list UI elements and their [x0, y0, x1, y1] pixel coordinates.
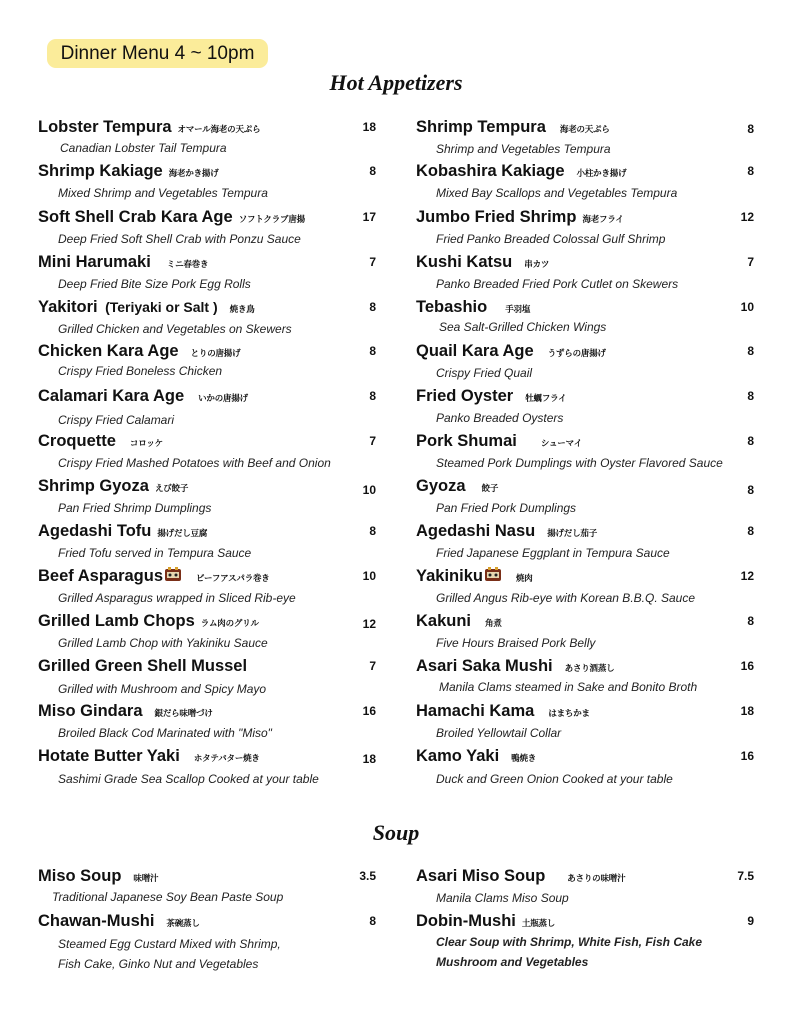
item-name: Calamari Kara Age	[38, 387, 185, 405]
menu-item-dobin-mushi	[416, 910, 766, 974]
item-name: Beef Asparagus	[38, 567, 164, 585]
menu-item-yakiniku	[416, 565, 766, 611]
item-price: 16	[740, 659, 754, 673]
item-description: Deep Fried Soft Shell Crab with Ponzu Sauce	[58, 232, 301, 246]
item-price: 17	[362, 210, 376, 224]
item-name: Hamachi Kama	[416, 702, 535, 720]
item-price: 8	[747, 524, 754, 538]
item-price: 8	[747, 434, 754, 448]
item-name: Yakiniku	[416, 567, 483, 585]
menu-item-soft-shell-crab	[38, 206, 388, 252]
item-price: 18	[740, 704, 754, 718]
item-japanese-name: 牡蠣フライ	[525, 394, 567, 404]
menu-item-miso-gindara	[38, 700, 388, 746]
item-japanese-name: 焼き鳥	[229, 305, 255, 315]
menu-item-agedashi-nasu	[416, 520, 766, 566]
item-name: Hotate Butter Yaki	[38, 747, 180, 765]
item-price: 18	[362, 752, 376, 766]
item-description: Crispy Fried Mashed Potatoes with Beef and Onion	[58, 456, 331, 470]
item-price: 7	[369, 659, 376, 673]
item-japanese-name: 味噌汁	[133, 874, 159, 884]
item-name: Gyoza	[416, 477, 466, 495]
item-name-note: (Teriyaki or Salt )	[105, 299, 218, 315]
item-name: Croquette	[38, 432, 116, 450]
menu-item-kakuni	[416, 610, 766, 656]
item-price: 8	[369, 389, 376, 403]
item-price: 7	[369, 255, 376, 269]
item-description: Fried Panko Breaded Colossal Gulf Shrimp	[436, 232, 666, 246]
menu-item-grilled-lamb-chops	[38, 610, 388, 656]
item-description: Sea Salt-Grilled Chicken Wings	[439, 320, 607, 334]
item-name: Yakitori	[38, 298, 98, 316]
item-description: Pan Fried Shrimp Dumplings	[58, 501, 212, 515]
item-japanese-name: ビーフアスパラ巻き	[196, 574, 270, 584]
item-description: Broiled Black Cod Marinated with "Miso"	[58, 726, 272, 740]
item-description: Panko Breaded Fried Pork Cutlet on Skewers	[436, 277, 679, 291]
beef-cow-icon	[484, 567, 502, 583]
item-name: Asari Saka Mushi	[416, 657, 553, 675]
item-japanese-name: 焼肉	[515, 574, 533, 584]
item-price: 8	[369, 344, 376, 358]
item-name: Fried Oyster	[416, 387, 514, 405]
item-japanese-name: 土瓶蒸し	[521, 919, 556, 929]
menu-item-asari-saka-mushi	[416, 655, 766, 701]
item-price: 8	[747, 344, 754, 358]
item-description: Grilled Angus Rib-eye with Korean B.B.Q. Sauce	[436, 591, 696, 605]
item-name: Quail Kara Age	[416, 342, 534, 360]
item-japanese-name: 海老フライ	[582, 215, 624, 225]
item-price: 8	[747, 614, 754, 628]
menu-item-tebashio	[416, 296, 766, 342]
item-description: Five Hours Braised Pork Belly	[436, 636, 596, 650]
item-name: Jumbo Fried Shrimp	[416, 208, 577, 226]
soup-title: Soup	[372, 820, 420, 845]
item-price: 10	[362, 483, 376, 497]
menu-item-agedashi-tofu	[38, 520, 388, 566]
item-description: Panko Breaded Oysters	[436, 411, 564, 425]
item-japanese-name: ソフトクラブ唐揚	[238, 215, 305, 225]
item-japanese-name: 鴨焼き	[511, 754, 537, 764]
menu-item-shrimp-gyoza	[38, 475, 388, 521]
item-description-line1: Clear Soup with Shrimp, White Fish, Fish Cake	[436, 935, 703, 949]
item-name: Pork Shumai	[416, 432, 517, 450]
item-name: Miso Soup	[38, 867, 122, 885]
beef-cow-icon	[164, 567, 182, 583]
item-name: Agedashi Nasu	[416, 522, 536, 540]
item-description: Fried Japanese Eggplant in Tempura Sauce	[436, 546, 670, 560]
item-name: Kakuni	[416, 612, 472, 630]
item-name: Grilled Green Shell Mussel	[38, 657, 248, 675]
item-description: Grilled with Mushroom and Spicy Mayo	[58, 682, 267, 696]
item-price: 8	[369, 300, 376, 314]
item-description: Crispy Fried Quail	[436, 366, 533, 380]
item-description: Sashimi Grade Sea Scallop Cooked at your table	[58, 772, 319, 786]
item-japanese-name: あさりの味噌汁	[567, 874, 626, 884]
item-description: Manila Clams steamed in Sake and Bonito Broth	[439, 680, 698, 694]
item-description: Crispy Fried Boneless Chicken	[58, 364, 223, 378]
menu-item-yakitori	[38, 296, 388, 342]
item-name: Lobster Tempura	[38, 118, 172, 136]
item-name: Asari Miso Soup	[416, 867, 546, 885]
item-price: 7.5	[737, 869, 754, 883]
item-description: Manila Clams Miso Soup	[436, 891, 569, 905]
item-price: 3.5	[359, 869, 376, 883]
item-price: 12	[740, 210, 754, 224]
menu-item-pork-shumai	[416, 430, 766, 476]
item-price: 9	[747, 914, 754, 928]
item-price: 8	[747, 164, 754, 178]
item-japanese-name: 銀だら味噌づけ	[154, 709, 213, 719]
item-japanese-name: 餃子	[481, 484, 499, 494]
item-japanese-name: オマール海老の天ぷら	[177, 125, 261, 135]
menu-item-quail-kara-age	[416, 340, 766, 386]
item-price: 10	[362, 569, 376, 583]
dinner-hours-badge: Dinner Menu 4 ~ 10pm	[47, 39, 268, 68]
item-name: Dobin-Mushi	[416, 912, 516, 930]
menu-item-asari-miso-soup	[416, 865, 766, 911]
item-description: Traditional Japanese Soy Bean Paste Soup	[52, 890, 284, 904]
menu-item-calamari-kara-age	[38, 385, 388, 431]
menu-item-gyoza	[416, 475, 766, 521]
item-japanese-name: 海老の天ぷら	[559, 125, 610, 135]
menu-item-shrimp-tempura	[416, 116, 766, 162]
menu-item-kamo-yaki	[416, 745, 766, 791]
item-price: 7	[747, 255, 754, 269]
item-price: 12	[362, 617, 376, 631]
menu-item-mini-harumaki	[38, 251, 388, 297]
item-japanese-name: 海老かき揚げ	[168, 169, 219, 179]
item-name: Chawan-Mushi	[38, 912, 155, 930]
item-name: Shrimp Tempura	[416, 118, 546, 136]
item-description: Grilled Asparagus wrapped in Sliced Rib-eye	[58, 591, 296, 605]
menu-item-hotate-butter-yaki	[38, 745, 388, 791]
item-description-line1: Steamed Egg Custard Mixed with Shrimp,	[58, 937, 281, 951]
item-description: Deep Fried Bite Size Pork Egg Rolls	[58, 277, 251, 291]
item-name: Kobashira Kakiage	[416, 162, 565, 180]
item-japanese-name: シューマイ	[540, 439, 583, 449]
item-description: Broiled Yellowtail Collar	[436, 726, 562, 740]
item-price: 7	[369, 434, 376, 448]
item-name: Kamo Yaki	[416, 747, 500, 765]
item-description: Mixed Bay Scallops and Vegetables Tempura	[436, 186, 678, 200]
hot-appetizers-title: Hot Appetizers	[329, 70, 463, 95]
item-japanese-name: 手羽塩	[505, 305, 531, 315]
item-description: Mixed Shrimp and Vegetables Tempura	[58, 186, 268, 200]
item-japanese-name: ホタテバター焼き	[193, 754, 260, 764]
item-name: Shrimp Kakiage	[38, 162, 163, 180]
menu-item-kobashira-kakiage	[416, 160, 766, 206]
item-name: Miso Gindara	[38, 702, 143, 720]
item-japanese-name: コロッケ	[129, 439, 163, 449]
item-japanese-name: 茶碗蒸し	[166, 919, 200, 929]
item-name: Kushi Katsu	[416, 253, 513, 271]
item-japanese-name: ラム肉のグリル	[200, 619, 259, 629]
item-price: 16	[740, 749, 754, 763]
item-japanese-name: 角煮	[485, 619, 502, 629]
item-price: 12	[740, 569, 754, 583]
item-description: Grilled Chicken and Vegetables on Skewers	[58, 322, 292, 336]
menu-item-fried-oyster	[416, 385, 766, 431]
item-japanese-name: うずらの唐揚げ	[547, 349, 606, 359]
item-name: Grilled Lamb Chops	[38, 612, 195, 630]
item-description-line2: Mushroom and Vegetables	[436, 955, 589, 969]
item-name: Shrimp Gyoza	[38, 477, 149, 495]
item-description: Crispy Fried Calamari	[58, 413, 175, 427]
item-japanese-name: とりの唐揚げ	[190, 349, 241, 359]
item-price: 8	[369, 164, 376, 178]
item-description: Shrimp and Vegetables Tempura	[436, 142, 611, 156]
item-description: Fried Tofu served in Tempura Sauce	[58, 546, 252, 560]
item-description-line2: Fish Cake, Ginko Nut and Vegetables	[58, 957, 259, 971]
menu-item-miso-soup	[38, 865, 388, 911]
item-description: Duck and Green Onion Cooked at your table	[436, 772, 673, 786]
item-description: Pan Fried Pork Dumplings	[436, 501, 577, 515]
item-price: 18	[362, 120, 376, 134]
item-price: 8	[747, 389, 754, 403]
item-price: 8	[369, 524, 376, 538]
item-price: 8	[369, 914, 376, 928]
menu-item-kushi-katsu	[416, 251, 766, 297]
item-name: Agedashi Tofu	[38, 522, 152, 540]
item-japanese-name: いかの唐揚げ	[198, 394, 248, 404]
item-japanese-name: えび餃子	[154, 484, 189, 494]
item-description: Steamed Pork Dumplings with Oyster Flavored Sauce	[436, 456, 723, 470]
menu-item-lobster-tempura	[38, 116, 388, 162]
item-japanese-name: 揚げだし茄子	[547, 529, 598, 539]
item-japanese-name: 串カツ	[524, 260, 550, 270]
menu-item-shrimp-kakiage	[38, 160, 388, 206]
item-japanese-name: あさり酒蒸し	[564, 664, 615, 674]
item-price: 16	[362, 704, 376, 718]
item-japanese-name: 小柱かき揚げ	[576, 169, 627, 179]
item-description: Grilled Lamb Chop with Yakiniku Sauce	[58, 636, 268, 650]
item-japanese-name: 揚げだし豆腐	[157, 529, 208, 539]
item-name: Soft Shell Crab Kara Age	[38, 208, 233, 226]
menu-item-grilled-green-shell-mussel	[38, 655, 388, 701]
menu-item-chawan-mushi	[38, 910, 388, 974]
menu-item-jumbo-fried-shrimp	[416, 206, 766, 252]
item-name: Chicken Kara Age	[38, 342, 179, 360]
item-name: Tebashio	[416, 298, 488, 316]
item-japanese-name: ミニ春巻き	[166, 260, 209, 270]
item-japanese-name: はまちかま	[548, 709, 590, 719]
menu-item-croquette	[38, 430, 388, 476]
menu-item-hamachi-kama	[416, 700, 766, 746]
item-price: 10	[740, 300, 754, 314]
menu-item-chicken-kara-age	[38, 340, 388, 386]
item-name: Mini Harumaki	[38, 253, 151, 271]
item-description: Canadian Lobster Tail Tempura	[60, 141, 227, 155]
menu-item-beef-asparagus	[38, 565, 388, 611]
item-price: 8	[747, 122, 754, 136]
item-price: 8	[747, 483, 754, 497]
